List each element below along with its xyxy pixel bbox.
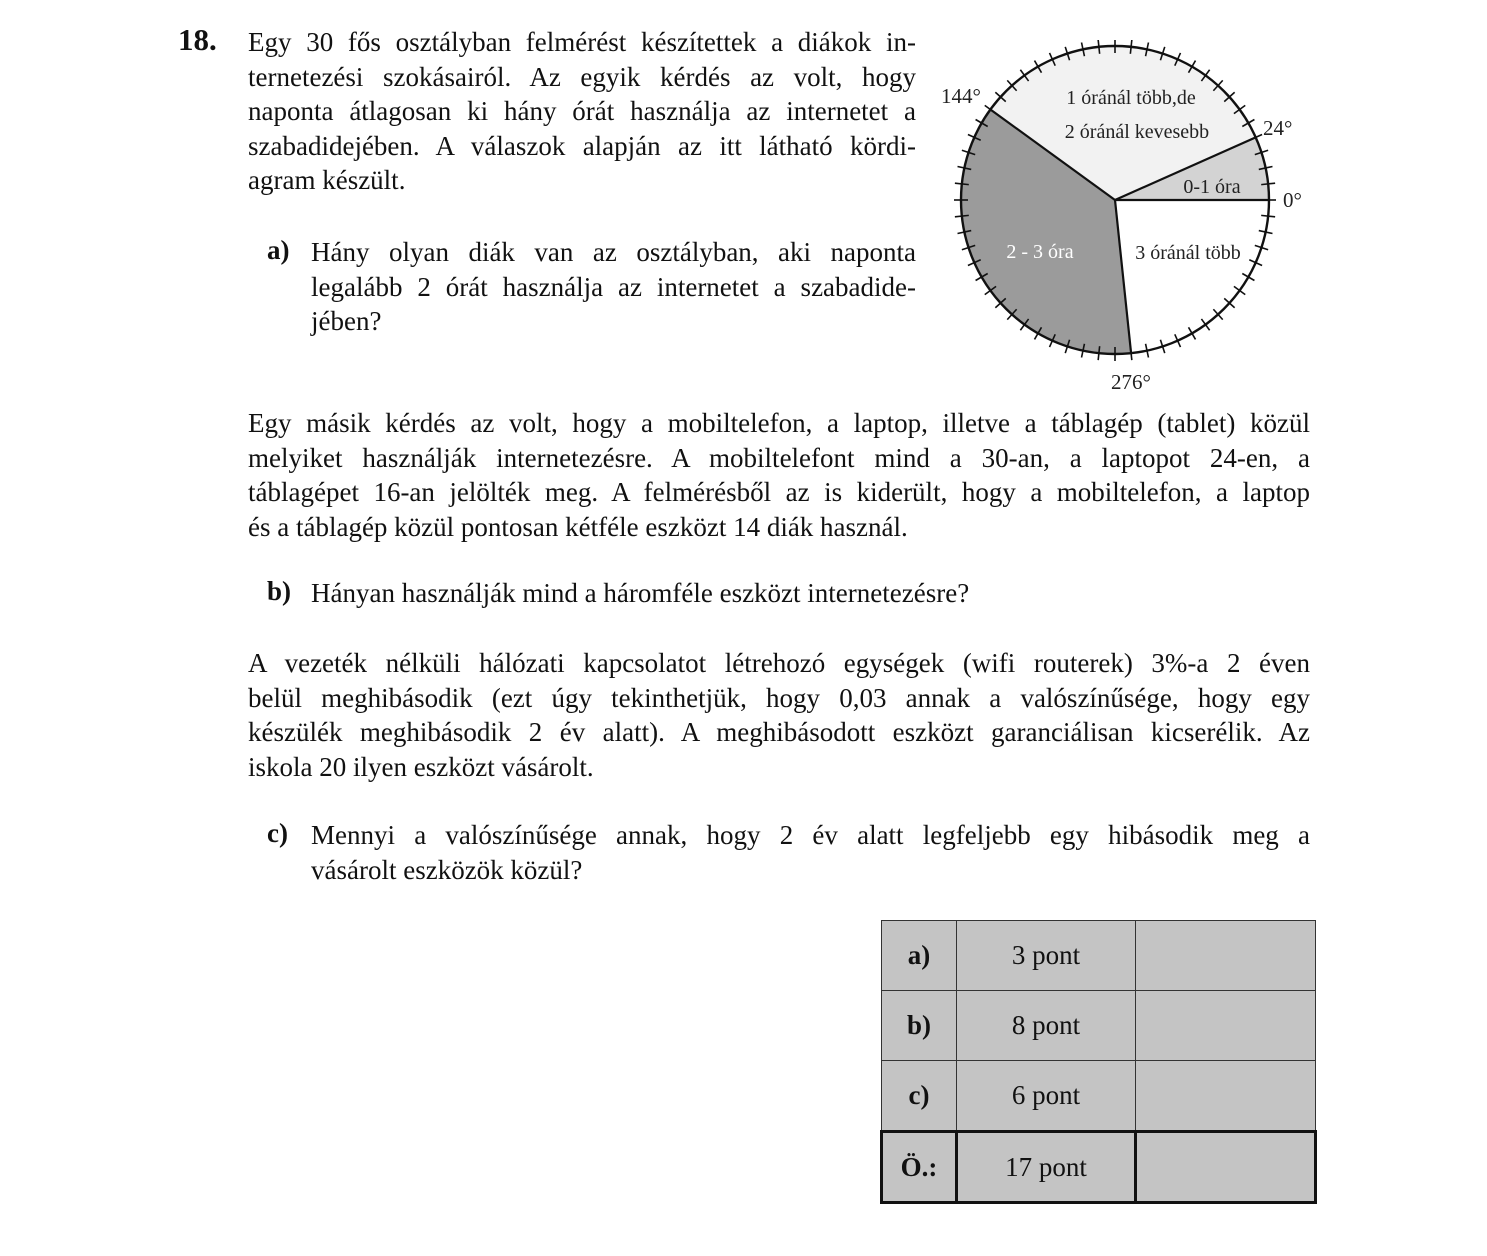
angle-label-276: 276° bbox=[1111, 370, 1151, 394]
question-a-label: a) bbox=[267, 235, 290, 265]
intro-paragraph bbox=[248, 25, 916, 198]
text-line: Hány olyan diák van az osztályban, aki naponta bbox=[311, 237, 916, 267]
question-c-label: c) bbox=[267, 818, 288, 848]
text-line: Hányan használják mind a háromféle eszközt internetezésre? bbox=[311, 578, 970, 608]
score-blank-cell bbox=[1136, 991, 1316, 1061]
text-line: legalább 2 órát használja az internetet a szabadide- bbox=[311, 271, 916, 302]
sector-label-1-2-ora-line2: 2 óránál kevesebb bbox=[1064, 121, 1210, 143]
text-line: és a táblagép közül pontosan kétféle eszközt 14 diák használ. bbox=[248, 511, 908, 542]
score-blank-cell bbox=[1136, 1061, 1316, 1132]
score-blank-cell bbox=[1136, 921, 1316, 991]
pie-sector-3 bbox=[1115, 200, 1269, 353]
text-line: naponta átlagosan ki hány órát használja az internetet a bbox=[248, 96, 916, 126]
score-table bbox=[880, 920, 1317, 1204]
row-label: b) bbox=[882, 991, 957, 1061]
question-a-text bbox=[311, 235, 916, 339]
text-line: táblagépet 16-an jelölték meg. A felmérésből az is kiderült, hogy a mobiltelefon, a laptop bbox=[248, 477, 1310, 507]
text-line: A vezeték nélküli hálózati kapcsolatot létrehozó egységek (wifi routerek) 3%-a 2 éven bbox=[248, 648, 1310, 678]
total-label: Ö.: bbox=[882, 1132, 957, 1203]
problem-number: 18. bbox=[178, 22, 217, 57]
text-line: iskola 20 ilyen eszközt vásárolt. bbox=[248, 751, 594, 782]
row-points: 6 pont bbox=[957, 1061, 1136, 1132]
angle-label-144: 144° bbox=[941, 84, 981, 108]
question-b-label: b) bbox=[267, 576, 292, 606]
pie-chart bbox=[930, 40, 1320, 400]
text-line: belül meghibásodik (ezt úgy tekinthetjük, hogy 0,03 annak a valószínűsége, hogy egy bbox=[248, 682, 1310, 713]
sector-label-1-2-ora-line1: 1 óránál több,de bbox=[1066, 87, 1196, 109]
question-b-text bbox=[311, 576, 1310, 611]
angle-label-0: 0° bbox=[1283, 188, 1302, 212]
text-line: vásárolt eszközök közül? bbox=[311, 854, 583, 885]
score-row-c bbox=[882, 1061, 1316, 1132]
sector-label-0-1-ora: 0-1 óra bbox=[1183, 176, 1241, 198]
paragraph-routers bbox=[248, 646, 1310, 784]
text-line: ternetezési szokásairól. Az egyik kérdés az volt, hogy bbox=[248, 61, 916, 92]
score-row-b bbox=[882, 991, 1316, 1061]
row-points: 8 pont bbox=[957, 991, 1136, 1061]
text-line: Egy másik kérdés az volt, hogy a mobiltelefon, a laptop, illetve a táblagép (tablet) közül bbox=[248, 408, 1310, 438]
text-line: agram készült. bbox=[248, 165, 406, 195]
row-label: a) bbox=[882, 921, 957, 991]
paragraph-devices bbox=[248, 406, 1310, 544]
angle-label-24: 24° bbox=[1263, 116, 1293, 140]
question-c-text bbox=[311, 818, 1310, 887]
score-row-total bbox=[882, 1132, 1316, 1203]
text-line: készülék meghibásodik 2 év alatt). A meghibásodott eszközt garanciálisan kicserélik. Az bbox=[248, 717, 1310, 747]
row-points: 3 pont bbox=[957, 921, 1136, 991]
text-line: Egy 30 fős osztályban felmérést készítettek a diákok in- bbox=[248, 27, 916, 57]
sector-label-3-oranal-tobb: 3 óránál több bbox=[1135, 242, 1241, 264]
text-line: szabadidejében. A válaszok alapján az itt látható kördi- bbox=[248, 130, 916, 161]
row-label: c) bbox=[882, 1061, 957, 1132]
total-points: 17 pont bbox=[957, 1132, 1136, 1203]
text-line: Mennyi a valószínűsége annak, hogy 2 év alatt legfeljebb egy hibásodik meg a bbox=[311, 820, 1310, 850]
score-blank-cell bbox=[1136, 1132, 1316, 1203]
sector-label-2-3-ora: 2 - 3 óra bbox=[1006, 241, 1074, 263]
text-line: melyiket használják internetezésre. A mobiltelefont mind a 30-an, a laptopot 24-en, a bbox=[248, 442, 1310, 473]
text-line: jében? bbox=[311, 306, 382, 336]
score-row-a bbox=[882, 921, 1316, 991]
